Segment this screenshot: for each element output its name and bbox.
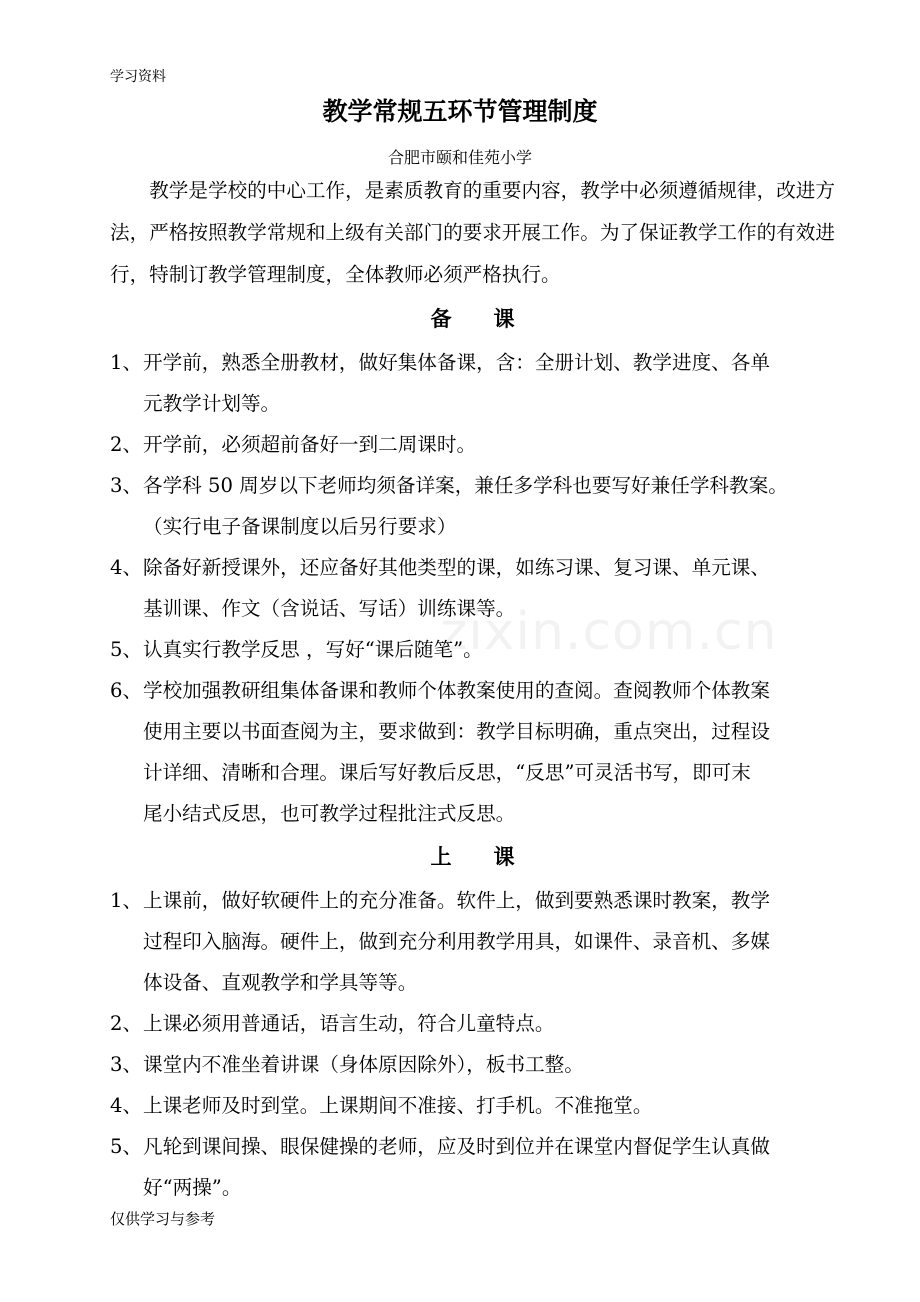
list-item [110, 670, 835, 834]
item-number: 3、 [110, 1053, 143, 1076]
item-line: 好“两操”。 [143, 1176, 242, 1199]
item-number: 5、 [110, 1135, 143, 1158]
list-item [110, 465, 835, 547]
item-line: 上课老师及时到堂。上课期间不准接、打手机。不准拖堂。 [143, 1094, 653, 1117]
item-number: 6、 [110, 679, 143, 702]
item-number: 4、 [110, 556, 143, 579]
list-item [110, 1085, 835, 1126]
item-number: 5、 [110, 638, 143, 661]
item-line: 尾小结式反思，也可教学过程批注式反思。 [143, 802, 516, 825]
item-line: 体设备、直观教学和学具等等。 [143, 971, 418, 994]
document-title: 教学常规五环节管理制度 [322, 97, 598, 126]
list-item [110, 424, 835, 465]
intro-line: 学工作的有效进行，特制订教学管理制度，全体教师必须严格执行。 [110, 221, 835, 286]
item-line: 凡轮到课间操、眼保健操的老师，应及时到位并在课堂内督促学生认真做 [143, 1135, 770, 1158]
document-body [110, 170, 835, 1208]
item-number: 1、 [110, 351, 143, 374]
list-item [110, 1126, 835, 1208]
item-line: 基训课、作文（含说话、写话）训练课等。 [143, 597, 516, 620]
item-line: 过程印入脑海。硬件上，做到充分利用教学用具，如课件、录音机、多媒 [143, 930, 770, 953]
watermark: zixin.com.cn [440, 602, 778, 662]
list-item [110, 1044, 835, 1085]
page-header-text: 学习资料 [110, 69, 166, 85]
item-line: （实行电子备课制度以后另行要求） [143, 515, 457, 538]
item-line: 学校加强教研组集体备课和教师个体教案使用的查阅。查阅教师个体教案 [143, 679, 770, 702]
section-heading-shangke: 上 课 [430, 845, 515, 869]
item-number: 2、 [110, 1012, 143, 1035]
item-number: 4、 [110, 1094, 143, 1117]
list-item [110, 547, 835, 629]
intro-line: 改进方法，严格按照教学常规和上级有关部门的要求开展工作。为了保证教 [110, 179, 835, 244]
intro-line: 教学是学校的中心工作，是素质教育的重要内容，教学中必须遵循规律， [149, 179, 777, 202]
item-line: 上课必须用普通话，语言生动，符合儿童特点。 [143, 1012, 555, 1035]
section-heading-beike: 备 课 [430, 307, 515, 331]
item-line: 课堂内不准坐着讲课（身体原因除外），板书工整。 [143, 1053, 584, 1076]
item-number: 2、 [110, 433, 143, 456]
list-item [110, 1003, 835, 1044]
document-subtitle: 合肥市颐和佳苑小学 [387, 148, 532, 167]
list-item [110, 342, 835, 424]
item-line: 除备好新授课外，还应备好其他类型的课，如练习课、复习课、单元课、 [143, 556, 770, 579]
item-line: 认真实行教学反思 ，写好“课后随笔”。 [143, 638, 483, 661]
item-line: 各学科 50 周岁以下老师均须备详案，兼任多学科也要写好兼任学科教案。 [143, 474, 788, 497]
item-number: 3、 [110, 474, 143, 497]
page-footer-text: 仅供学习与参考 [110, 1210, 216, 1228]
item-number: 1、 [110, 889, 143, 912]
item-line: 使用主要以书面查阅为主，要求做到：教学目标明确，重点突出，过程设 [143, 720, 770, 743]
list-item [110, 629, 835, 670]
list-item [110, 880, 835, 1003]
item-line: 开学前，熟悉全册教材，做好集体备课，含：全册计划、教学进度、各单 [143, 351, 770, 374]
item-line: 开学前，必须超前备好一到二周课时。 [143, 433, 477, 456]
intro-paragraph [110, 170, 835, 296]
item-line: 计详细、清晰和合理。课后写好教后反思，“反思”可灵活书写，即可末 [143, 761, 751, 784]
item-line: 上课前，做好软硬件上的充分准备。软件上，做到要熟悉课时教案，教学 [143, 889, 770, 912]
item-line: 元教学计划等。 [143, 392, 281, 415]
